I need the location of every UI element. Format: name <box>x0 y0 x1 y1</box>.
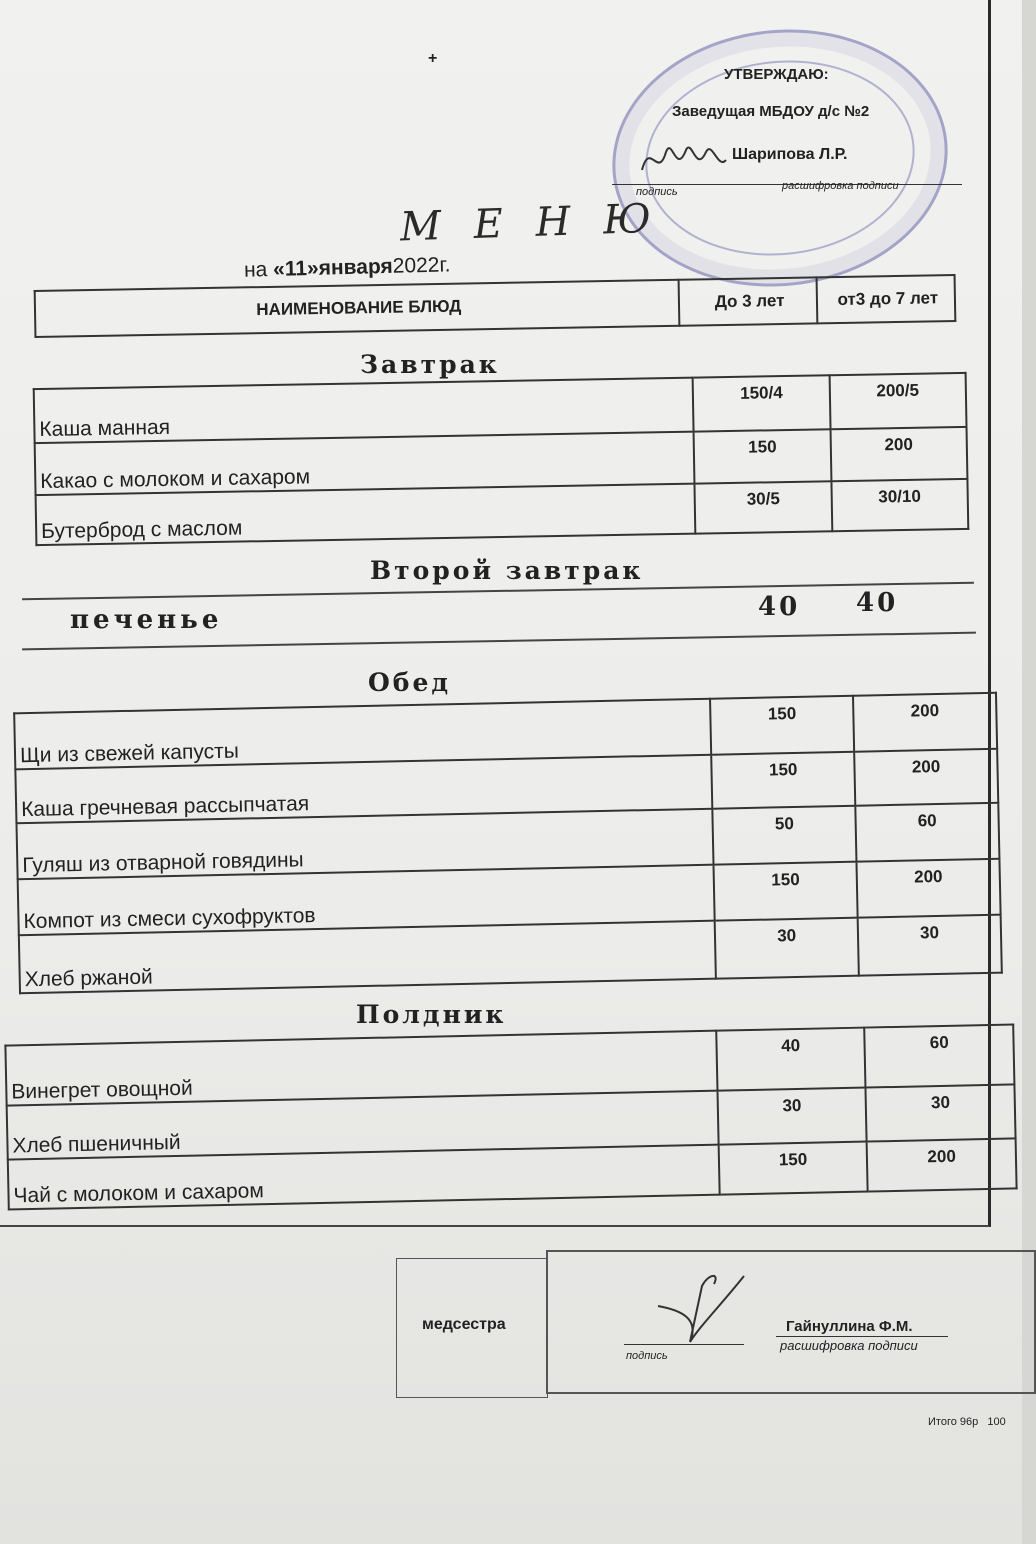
col-age1: До 3 лет <box>678 277 817 325</box>
section-lunch: Обед <box>368 668 452 697</box>
portion-age2: 60 <box>855 803 999 862</box>
portion-age1: 150 <box>710 696 854 755</box>
plus-mark: + <box>428 50 438 67</box>
portion-age1: 150 <box>718 1142 868 1195</box>
section-breakfast: Завтрак <box>360 350 500 379</box>
director-signature <box>636 130 728 186</box>
portion-age1: 50 <box>713 806 857 865</box>
dish-name: Винегрет овощной <box>5 1031 717 1106</box>
col-age2: от3 до 7 лет <box>816 275 955 323</box>
portion-age2: 200 <box>857 859 1001 918</box>
footer-sign-caption: подпись <box>626 1350 668 1362</box>
footer-role: медсестра <box>422 1316 506 1333</box>
col-dish: НАИМЕНОВАНИЕ БЛЮД <box>35 280 679 337</box>
portion-age1: 150 <box>714 862 858 921</box>
dish-name: Бутерброд с маслом <box>36 484 696 546</box>
portion-age1: 40 <box>716 1028 866 1091</box>
approval-decode-caption: расшифровка подписи <box>782 180 899 192</box>
portion-age1: 150 <box>694 429 831 483</box>
approval-sign-caption: подпись <box>636 186 678 198</box>
approval-position: Заведущая МБДОУ д/с №2 <box>672 103 870 120</box>
approval-heading: УТВЕРЖДАЮ: <box>724 66 829 83</box>
portion-age2: 30/10 <box>831 479 968 531</box>
date-suffix: г. <box>439 253 451 277</box>
dish-name: Чай с молоком и сахаром <box>8 1145 720 1210</box>
snack-table <box>4 1023 1017 1210</box>
portion-age1: 30/5 <box>695 481 832 533</box>
dish-name: Каша манная <box>34 378 694 444</box>
approval-name: Шарипова Л.Р. <box>732 146 848 163</box>
portion-age2: 30 <box>866 1084 1016 1141</box>
footer-sign-line <box>624 1344 744 1345</box>
portion-age2: 200 <box>867 1138 1017 1191</box>
total-note: Итого 96р 100 <box>928 1416 1006 1428</box>
portion-age1: 30 <box>717 1088 867 1145</box>
breakfast-table <box>33 372 970 546</box>
portion-age2: 200/5 <box>829 373 966 429</box>
second-breakfast-age1: 40 <box>758 592 801 622</box>
date-month: января <box>318 254 394 280</box>
portion-age2: 60 <box>865 1024 1015 1087</box>
dish-name: Каша гречневая рассыпчатая <box>15 755 712 824</box>
dish-name: Какао с молоком и сахаром <box>35 432 695 496</box>
footer-name-line <box>776 1336 948 1337</box>
date-day: «11» <box>272 256 319 281</box>
date-year: 2022 <box>392 253 440 278</box>
portion-age1: 150/4 <box>693 375 830 431</box>
dish-name: Щи из свежей капусты <box>14 699 711 770</box>
portion-age1: 30 <box>715 918 859 979</box>
section-snack: Полдник <box>356 1000 507 1029</box>
footer-decode-caption: расшифровка подписи <box>780 1338 918 1353</box>
section-second-breakfast: Второй завтрак <box>370 556 644 585</box>
portion-age1: 150 <box>711 752 855 809</box>
dish-name: Хлеб пшеничный <box>7 1091 719 1160</box>
page-title: М Е Н Ю <box>399 195 662 251</box>
dish-name: Хлеб ржаной <box>19 921 716 994</box>
lunch-table <box>13 692 1003 995</box>
second-breakfast-item: печенье <box>70 605 223 635</box>
dish-name: Гуляш из отварной говядины <box>16 809 713 880</box>
portion-age2: 30 <box>858 915 1002 976</box>
nurse-signature <box>650 1266 746 1346</box>
second-breakfast-age2: 40 <box>856 588 899 618</box>
dish-name: Компот из смеси сухофруктов <box>18 865 715 936</box>
portion-age2: 200 <box>830 427 967 481</box>
footer-name: Гайнуллина Ф.М. <box>786 1318 913 1335</box>
date-prefix: на <box>243 257 274 282</box>
portion-age2: 200 <box>854 749 998 806</box>
portion-age2: 200 <box>853 693 997 752</box>
